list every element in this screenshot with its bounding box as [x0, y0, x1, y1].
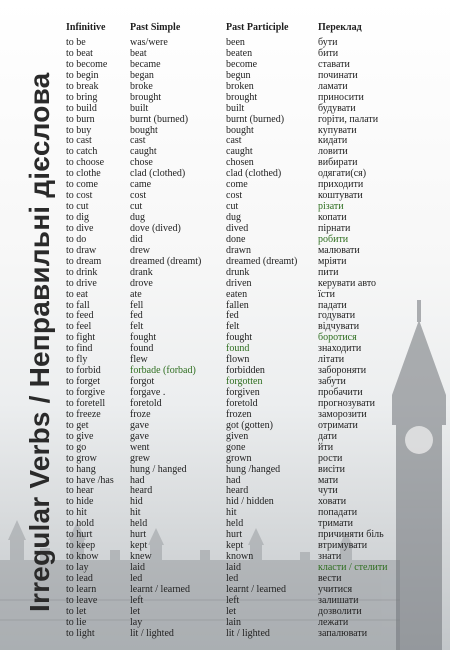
- infinitive-cell: to lead: [66, 572, 93, 584]
- translation-cell: дати: [318, 430, 337, 442]
- past-participle-cell: chosen: [226, 157, 254, 169]
- translation-cell: вести: [318, 572, 342, 584]
- translation-cell: знати: [318, 551, 342, 563]
- infinitive-cell: to light: [66, 627, 95, 639]
- translation-cell: боротися: [318, 332, 357, 344]
- table-row: [0, 562, 450, 573]
- past-participle-cell: caught: [226, 146, 253, 158]
- past-simple-cell: brought: [130, 91, 162, 103]
- past-simple-cell: knew: [130, 551, 152, 563]
- infinitive-cell: to burn: [66, 113, 95, 125]
- infinitive-cell: to go: [66, 441, 87, 453]
- translation-cell: запалювати: [318, 627, 368, 639]
- past-participle-cell: eaten: [226, 288, 248, 300]
- past-simple-cell: caught: [130, 146, 157, 158]
- past-simple-cell: ate: [130, 288, 142, 300]
- table-row: [0, 573, 450, 584]
- verb-table: [0, 37, 450, 639]
- translation-cell: робити: [318, 233, 349, 245]
- past-simple-cell: built: [130, 102, 149, 114]
- translation-cell: малювати: [318, 244, 360, 256]
- table-row: [0, 300, 450, 311]
- table-row: [0, 245, 450, 256]
- table-row: [0, 420, 450, 431]
- past-simple-cell: let: [130, 605, 140, 617]
- table-row: [0, 529, 450, 540]
- translation-cell: причиняти біль: [318, 529, 384, 541]
- translation-cell: попадати: [318, 507, 358, 519]
- infinitive-cell: to be: [66, 37, 86, 48]
- translation-cell: падати: [318, 299, 347, 311]
- infinitive-cell: to let: [66, 605, 87, 617]
- translation-cell: знаходити: [318, 343, 362, 355]
- past-simple-cell: foretold: [130, 397, 162, 409]
- table-row: [0, 125, 450, 136]
- past-simple-cell: drew: [130, 244, 150, 256]
- translation-cell: починати: [318, 69, 358, 81]
- past-participle-cell: dreamed (dreamt): [226, 255, 298, 267]
- past-participle-cell: hid / hidden: [226, 496, 274, 508]
- past-simple-cell: went: [130, 441, 150, 453]
- past-participle-cell: hung /hanged: [226, 463, 281, 475]
- infinitive-cell: to hit: [66, 507, 87, 519]
- header-past-participle: Past Participle: [226, 22, 289, 33]
- translation-cell: тримати: [318, 518, 354, 530]
- past-participle-cell: drunk: [226, 266, 250, 278]
- past-simple-cell: forgot: [130, 376, 155, 388]
- past-simple-cell: drank: [130, 266, 153, 278]
- infinitive-cell: to learn: [66, 583, 97, 595]
- table-row: [0, 343, 450, 354]
- table-row: [0, 92, 450, 103]
- past-simple-cell: was/were: [130, 37, 168, 48]
- past-participle-cell: fallen: [226, 299, 249, 311]
- past-simple-cell: grew: [130, 452, 150, 464]
- infinitive-cell: to hide: [66, 496, 94, 508]
- past-participle-cell: cut: [226, 201, 239, 213]
- translation-cell: годувати: [318, 310, 356, 322]
- infinitive-cell: to feel: [66, 321, 92, 333]
- table-row: [0, 628, 450, 639]
- past-simple-cell: chose: [130, 157, 153, 169]
- past-simple-cell: hurt: [130, 529, 147, 541]
- translation-cell: літати: [318, 354, 345, 366]
- translation-cell: приносити: [318, 91, 364, 103]
- translation-cell: ховати: [318, 496, 347, 508]
- past-simple-cell: fought: [130, 332, 157, 344]
- past-simple-cell: hid: [130, 496, 143, 508]
- translation-cell: мати: [318, 474, 339, 486]
- infinitive-cell: to keep: [66, 540, 96, 552]
- translation-cell: коштувати: [318, 190, 363, 202]
- table-row: [0, 376, 450, 387]
- past-participle-cell: let: [226, 605, 236, 617]
- past-simple-cell: left: [130, 594, 144, 606]
- past-simple-cell: became: [130, 58, 161, 70]
- infinitive-cell: to cut: [66, 201, 89, 213]
- infinitive-cell: to have /has: [66, 474, 114, 486]
- past-simple-cell: dreamed (dreamt): [130, 255, 202, 267]
- table-row: [0, 212, 450, 223]
- infinitive-cell: to dig: [66, 212, 90, 223]
- past-participle-cell: clad (clothed): [226, 168, 282, 180]
- translation-cell: отримати: [318, 419, 358, 431]
- table-row: [0, 135, 450, 146]
- translation-cell: будувати: [318, 102, 356, 114]
- infinitive-cell: to buy: [66, 124, 92, 136]
- infinitive-cell: to cast: [66, 135, 92, 147]
- translation-cell: одягати(ся): [318, 168, 367, 180]
- translation-cell: купувати: [318, 124, 357, 136]
- past-participle-cell: hit: [226, 507, 237, 519]
- past-participle-cell: led: [226, 572, 239, 584]
- infinitive-cell: to drive: [66, 277, 97, 289]
- table-row: [0, 223, 450, 234]
- past-simple-cell: froze: [130, 408, 151, 420]
- table-row: [0, 332, 450, 343]
- table-row: [0, 321, 450, 332]
- translation-cell: ловити: [318, 146, 348, 158]
- past-participle-cell: become: [226, 58, 258, 70]
- table-row: [0, 70, 450, 81]
- past-participle-cell: cost: [226, 190, 243, 202]
- past-simple-cell: hit: [130, 507, 141, 519]
- past-simple-cell: held: [130, 518, 148, 530]
- infinitive-cell: to drink: [66, 266, 98, 278]
- translation-cell: їсти: [318, 288, 335, 300]
- past-simple-cell: cast: [130, 135, 146, 147]
- table-row: [0, 157, 450, 168]
- past-participle-cell: kept: [226, 540, 244, 552]
- table-row: [0, 595, 450, 606]
- past-simple-cell: lay: [130, 616, 143, 628]
- past-simple-cell: forbade (forbad): [130, 365, 196, 377]
- past-participle-cell: brought: [226, 91, 258, 103]
- past-simple-cell: flew: [130, 354, 148, 366]
- past-simple-cell: laid: [130, 562, 145, 573]
- past-simple-cell: came: [130, 179, 152, 191]
- past-participle-cell: gone: [226, 441, 246, 453]
- past-simple-cell: broke: [130, 80, 153, 92]
- translation-cell: втримувати: [318, 540, 368, 552]
- infinitive-cell: to choose: [66, 157, 105, 169]
- table-row: [0, 551, 450, 562]
- translation-cell: бити: [318, 47, 339, 59]
- table-row: [0, 278, 450, 289]
- table-row: [0, 409, 450, 420]
- header-past-simple: Past Simple: [130, 22, 181, 33]
- past-simple-cell: gave: [130, 430, 149, 442]
- translation-cell: ламати: [318, 80, 348, 92]
- translation-cell: пробачити: [318, 387, 363, 398]
- infinitive-cell: to forget: [66, 376, 100, 388]
- translation-cell: горіти, палати: [318, 113, 379, 125]
- table-row: [0, 431, 450, 442]
- table-row: [0, 398, 450, 409]
- past-participle-cell: left: [226, 594, 240, 606]
- table-row: [0, 354, 450, 365]
- translation-cell: забороняти: [318, 365, 367, 377]
- translation-cell: пірнати: [318, 222, 351, 234]
- table-row: [0, 365, 450, 376]
- past-simple-cell: dove (dived): [130, 222, 181, 234]
- past-participle-cell: given: [226, 430, 249, 442]
- infinitive-cell: to become: [66, 58, 108, 70]
- infinitive-cell: to get: [66, 419, 89, 431]
- past-simple-cell: found: [130, 343, 154, 355]
- table-row: [0, 475, 450, 486]
- table-row: [0, 81, 450, 92]
- past-participle-cell: forgotten: [226, 376, 263, 388]
- past-simple-cell: had: [130, 474, 145, 486]
- past-participle-cell: begun: [226, 69, 251, 81]
- infinitive-cell: to clothe: [66, 168, 101, 180]
- translation-cell: чути: [318, 485, 338, 497]
- past-simple-cell: learnt / learned: [130, 583, 190, 595]
- past-participle-cell: forbidden: [226, 365, 265, 377]
- past-simple-cell: beat: [130, 47, 147, 59]
- past-participle-cell: had: [226, 474, 241, 486]
- translation-cell: дозволити: [318, 605, 362, 617]
- past-participle-cell: fought: [226, 332, 253, 344]
- past-participle-cell: done: [226, 233, 246, 245]
- past-participle-cell: driven: [226, 277, 252, 289]
- table-row: [0, 606, 450, 617]
- infinitive-cell: to hurt: [66, 529, 93, 541]
- table-row: [0, 453, 450, 464]
- table-row: [0, 201, 450, 212]
- infinitive-cell: to fly: [66, 354, 88, 366]
- infinitive-cell: to find: [66, 343, 93, 355]
- past-participle-cell: held: [226, 518, 244, 530]
- past-participle-cell: laid: [226, 562, 241, 573]
- past-participle-cell: known: [226, 551, 254, 563]
- infinitive-cell: to grow: [66, 452, 97, 464]
- table-row: [0, 267, 450, 278]
- translation-cell: рости: [318, 452, 343, 464]
- past-participle-cell: beaten: [226, 47, 253, 59]
- past-participle-cell: foretold: [226, 397, 258, 409]
- table-row: [0, 485, 450, 496]
- table-row: [0, 146, 450, 157]
- table-row: [0, 442, 450, 453]
- table-row: [0, 168, 450, 179]
- table-row: [0, 496, 450, 507]
- past-participle-cell: built: [226, 102, 245, 114]
- table-row: [0, 289, 450, 300]
- infinitive-cell: to bring: [66, 91, 98, 103]
- past-participle-cell: fed: [226, 310, 239, 322]
- past-participle-cell: lit / lighted: [226, 627, 270, 639]
- translation-cell: висіти: [318, 463, 346, 475]
- past-participle-cell: flown: [226, 354, 250, 366]
- translation-cell: копати: [318, 212, 347, 223]
- translation-cell: різати: [318, 201, 344, 213]
- table-row: [0, 190, 450, 201]
- table-row: [0, 507, 450, 518]
- header-translation: Переклад: [318, 22, 362, 33]
- infinitive-cell: to know: [66, 551, 99, 563]
- infinitive-cell: to forbid: [66, 365, 101, 377]
- past-simple-cell: kept: [130, 540, 148, 552]
- past-participle-cell: felt: [226, 321, 240, 333]
- past-simple-cell: led: [130, 572, 143, 584]
- infinitive-cell: to break: [66, 80, 99, 92]
- past-simple-cell: heard: [130, 485, 153, 497]
- past-simple-cell: burnt (burned): [130, 113, 189, 125]
- infinitive-cell: to begin: [66, 69, 99, 81]
- translation-cell: учитися: [318, 583, 353, 595]
- past-simple-cell: hung / hanged: [130, 463, 187, 475]
- past-participle-cell: heard: [226, 485, 249, 497]
- infinitive-cell: to eat: [66, 288, 88, 300]
- past-simple-cell: fed: [130, 310, 143, 322]
- translation-cell: лежати: [318, 616, 349, 628]
- infinitive-cell: to feed: [66, 310, 94, 322]
- past-participle-cell: hurt: [226, 529, 243, 541]
- translation-cell: заморозити: [318, 408, 367, 420]
- infinitive-cell: to give: [66, 430, 94, 442]
- past-participle-cell: come: [226, 179, 248, 191]
- past-simple-cell: lit / lighted: [130, 627, 174, 639]
- translation-cell: мріяти: [318, 255, 347, 267]
- table-row: [0, 179, 450, 190]
- past-simple-cell: bought: [130, 124, 158, 136]
- infinitive-cell: to fight: [66, 332, 96, 344]
- table-row: [0, 310, 450, 321]
- past-participle-cell: dived: [226, 222, 249, 234]
- translation-cell: залишати: [318, 594, 359, 606]
- past-simple-cell: forgave .: [130, 387, 166, 398]
- infinitive-cell: to foretell: [66, 397, 106, 409]
- table-row: [0, 387, 450, 398]
- past-participle-cell: broken: [226, 80, 254, 92]
- infinitive-cell: to fall: [66, 299, 90, 311]
- past-participle-cell: lain: [226, 616, 241, 628]
- past-simple-cell: cost: [130, 190, 147, 202]
- translation-cell: приходити: [318, 179, 364, 191]
- infinitive-cell: to lay: [66, 562, 89, 573]
- infinitive-cell: to beat: [66, 47, 93, 59]
- translation-cell: пити: [318, 266, 339, 278]
- infinitive-cell: to come: [66, 179, 98, 191]
- table-row: [0, 103, 450, 114]
- infinitive-cell: to dive: [66, 222, 94, 234]
- infinitive-cell: to do: [66, 233, 87, 245]
- table-row: [0, 114, 450, 125]
- infinitive-cell: to forgive: [66, 387, 105, 398]
- past-participle-cell: been: [226, 37, 245, 48]
- past-simple-cell: drove: [130, 277, 153, 289]
- translation-cell: бути: [318, 37, 338, 48]
- infinitive-cell: to hear: [66, 485, 94, 497]
- table-row: [0, 540, 450, 551]
- infinitive-cell: to hang: [66, 463, 96, 475]
- past-participle-cell: drawn: [226, 244, 251, 256]
- infinitive-cell: to cost: [66, 190, 93, 202]
- translation-cell: йти: [318, 441, 334, 453]
- past-participle-cell: found: [226, 343, 250, 355]
- past-participle-cell: grown: [226, 452, 252, 464]
- past-simple-cell: did: [130, 233, 143, 245]
- past-participle-cell: got (gotten): [226, 419, 273, 431]
- infinitive-cell: to catch: [66, 146, 98, 158]
- translation-cell: прогнозувати: [318, 397, 376, 409]
- table-row: [0, 234, 450, 245]
- past-simple-cell: dug: [130, 212, 145, 223]
- past-simple-cell: began: [130, 69, 154, 81]
- past-simple-cell: gave: [130, 419, 149, 431]
- translation-cell: відчувати: [318, 321, 360, 333]
- past-participle-cell: cast: [226, 135, 242, 147]
- infinitive-cell: to draw: [66, 244, 97, 256]
- translation-cell: класти / стелити: [318, 562, 388, 573]
- translation-cell: забути: [318, 376, 346, 388]
- past-participle-cell: burnt (burned): [226, 113, 285, 125]
- header-infinitive: Infinitive: [66, 22, 106, 33]
- translation-cell: ставати: [318, 58, 350, 70]
- table-row: [0, 256, 450, 267]
- table-row: [0, 584, 450, 595]
- table-row: [0, 464, 450, 475]
- past-simple-cell: clad (clothed): [130, 168, 186, 180]
- past-simple-cell: felt: [130, 321, 144, 333]
- table-row: [0, 48, 450, 59]
- infinitive-cell: to dream: [66, 255, 102, 267]
- past-participle-cell: dug: [226, 212, 241, 223]
- past-simple-cell: cut: [130, 201, 143, 213]
- translation-cell: керувати авто: [318, 277, 377, 289]
- table-row: [0, 617, 450, 628]
- infinitive-cell: to build: [66, 102, 97, 114]
- infinitive-cell: to freeze: [66, 408, 101, 420]
- past-participle-cell: learnt / learned: [226, 583, 286, 595]
- past-simple-cell: fell: [130, 299, 144, 311]
- past-participle-cell: bought: [226, 124, 254, 136]
- side-title: Irregular Verbs / Неправильні дієслова: [24, 72, 55, 612]
- table-row: [0, 59, 450, 70]
- infinitive-cell: to hold: [66, 518, 95, 530]
- table-row: [0, 518, 450, 529]
- translation-cell: вибирати: [318, 157, 358, 169]
- infinitive-cell: to lie: [66, 616, 87, 628]
- past-participle-cell: forgiven: [226, 387, 260, 398]
- table-row: [0, 37, 450, 48]
- infinitive-cell: to leave: [66, 594, 98, 606]
- past-participle-cell: frozen: [226, 408, 252, 420]
- translation-cell: кидати: [318, 135, 348, 147]
